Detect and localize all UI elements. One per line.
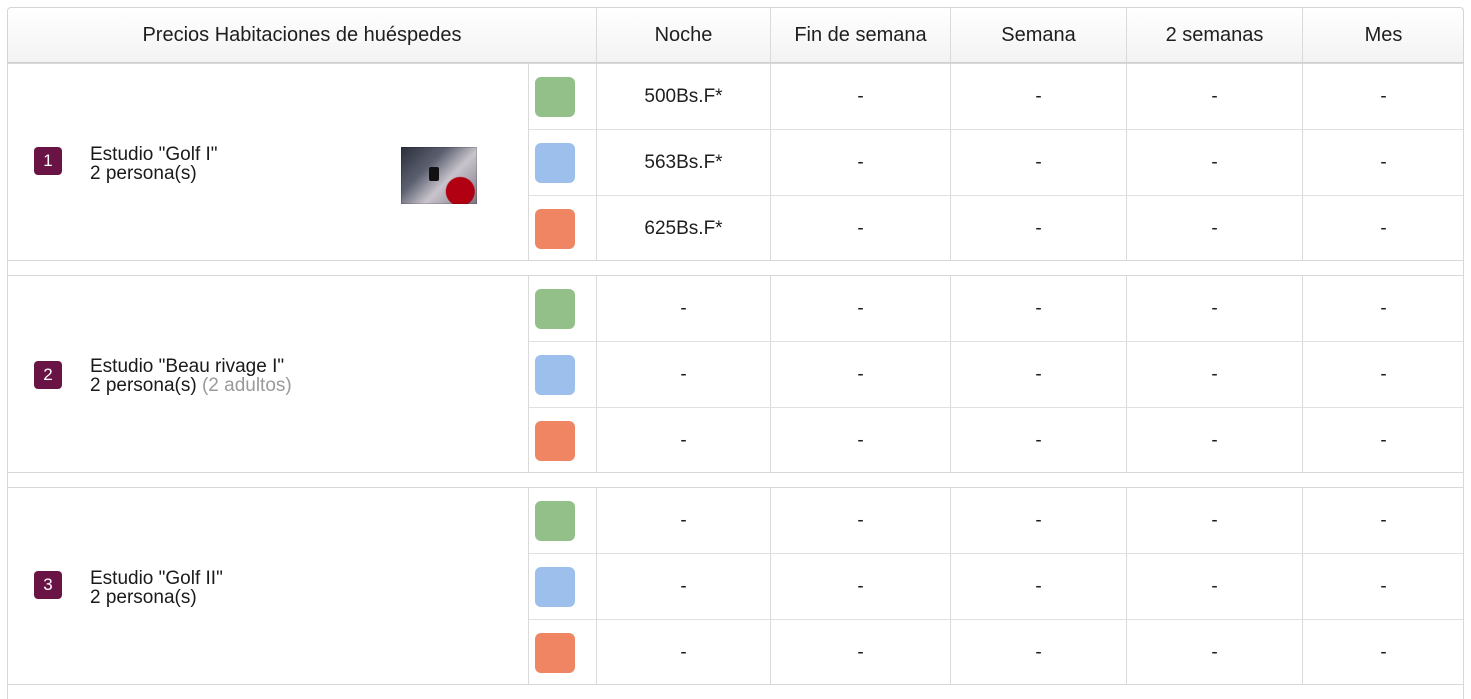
rate-cell-mes: - [1380,510,1387,531]
rate-swatch-orange [535,209,575,249]
rate-swatch-green [535,501,575,541]
row-divider [529,619,1463,620]
rate-cell-noche: - [680,298,687,319]
rate-cell-2-semanas: - [1211,430,1218,451]
header-title: Precios Habitaciones de huéspedes [142,23,462,46]
rate-cell-semana: - [1035,86,1042,107]
rate-cell-semana: - [1035,642,1042,663]
room-number-badge: 2 [34,361,62,389]
rate-cell-fin-de-semana: - [857,510,864,531]
room-capacity [90,164,197,183]
table-header [7,7,1464,63]
rate-cell-fin-de-semana: - [857,576,864,597]
rate-swatch-orange [535,633,575,673]
rate-cell-fin-de-semana: - [857,218,864,239]
rate-cell-noche: 563Bs.F* [644,152,723,173]
col-header-fin-de-semana: Fin de semana [794,23,927,46]
rate-swatch-blue [535,143,575,183]
rate-cell-mes: - [1380,364,1387,385]
col-header-2-semanas: 2 semanas [1165,23,1264,46]
rate-cell-fin-de-semana: - [857,364,864,385]
rate-cell-2-semanas: - [1211,298,1218,319]
rate-cell-semana: - [1035,364,1042,385]
rate-cell-noche: - [680,430,687,451]
rate-swatch-green [535,289,575,329]
room-group-1 [7,63,1464,261]
room-capacity-text: 2 persona(s) [90,587,197,608]
column-divider [528,276,529,472]
room-name[interactable]: Estudio "Golf II" [90,568,223,589]
room-info [8,276,528,472]
rate-cell-fin-de-semana: - [857,642,864,663]
rate-cell-noche: 500Bs.F* [644,86,723,107]
room-info [8,64,528,260]
rate-swatch-blue [535,355,575,395]
rate-cell-semana: - [1035,430,1042,451]
room-capacity [90,376,292,395]
room-name[interactable]: Estudio "Beau rivage I" [90,356,285,377]
group-separator [7,685,1464,699]
column-divider [528,64,529,260]
rate-cell-2-semanas: - [1211,510,1218,531]
rate-cell-noche: - [680,510,687,531]
col-header-semana: Semana [1001,23,1076,46]
rate-cell-noche: - [680,364,687,385]
rate-cell-semana: - [1035,576,1042,597]
room-photo-thumbnail[interactable] [401,147,477,204]
rate-cell-noche: 625Bs.F* [644,218,723,239]
rate-cell-2-semanas: - [1211,576,1218,597]
room-capacity-note: (2 adultos) [201,375,292,396]
rate-cell-semana: - [1035,510,1042,531]
rate-cell-fin-de-semana: - [857,86,864,107]
rate-cell-mes: - [1380,576,1387,597]
room-capacity [90,588,197,607]
column-divider [528,488,529,684]
rate-cell-fin-de-semana: - [857,152,864,173]
rate-cell-fin-de-semana: - [857,298,864,319]
rate-cell-2-semanas: - [1211,152,1218,173]
rate-cell-mes: - [1380,152,1387,173]
rate-cell-mes: - [1380,218,1387,239]
room-name[interactable]: Estudio "Golf I" [90,144,218,165]
rate-cell-noche: - [680,642,687,663]
room-number-badge: 1 [34,147,62,175]
col-header-noche: Noche [654,23,713,46]
rate-cell-semana: - [1035,298,1042,319]
row-divider [529,341,1463,342]
row-divider [529,553,1463,554]
col-header-mes: Mes [1364,23,1403,46]
rate-cell-semana: - [1035,218,1042,239]
room-capacity-text: 2 persona(s) [90,375,197,396]
room-capacity-text: 2 persona(s) [90,163,197,184]
row-divider [529,407,1463,408]
room-group-3 [7,487,1464,685]
row-divider [529,195,1463,196]
rate-swatch-orange [535,421,575,461]
row-divider [529,129,1463,130]
rate-cell-mes: - [1380,298,1387,319]
room-number-badge: 3 [34,571,62,599]
rate-swatch-blue [535,567,575,607]
rate-cell-2-semanas: - [1211,86,1218,107]
rate-swatch-green [535,77,575,117]
rate-cell-fin-de-semana: - [857,430,864,451]
rate-cell-mes: - [1380,430,1387,451]
photo-detail [429,167,439,181]
rate-cell-mes: - [1380,642,1387,663]
room-info [8,488,528,684]
group-separator [7,261,1464,275]
rate-cell-semana: - [1035,152,1042,173]
rate-cell-noche: - [680,576,687,597]
room-group-2 [7,275,1464,473]
rate-cell-2-semanas: - [1211,642,1218,663]
rate-cell-mes: - [1380,86,1387,107]
group-separator [7,473,1464,487]
rate-cell-2-semanas: - [1211,364,1218,385]
rate-cell-2-semanas: - [1211,218,1218,239]
